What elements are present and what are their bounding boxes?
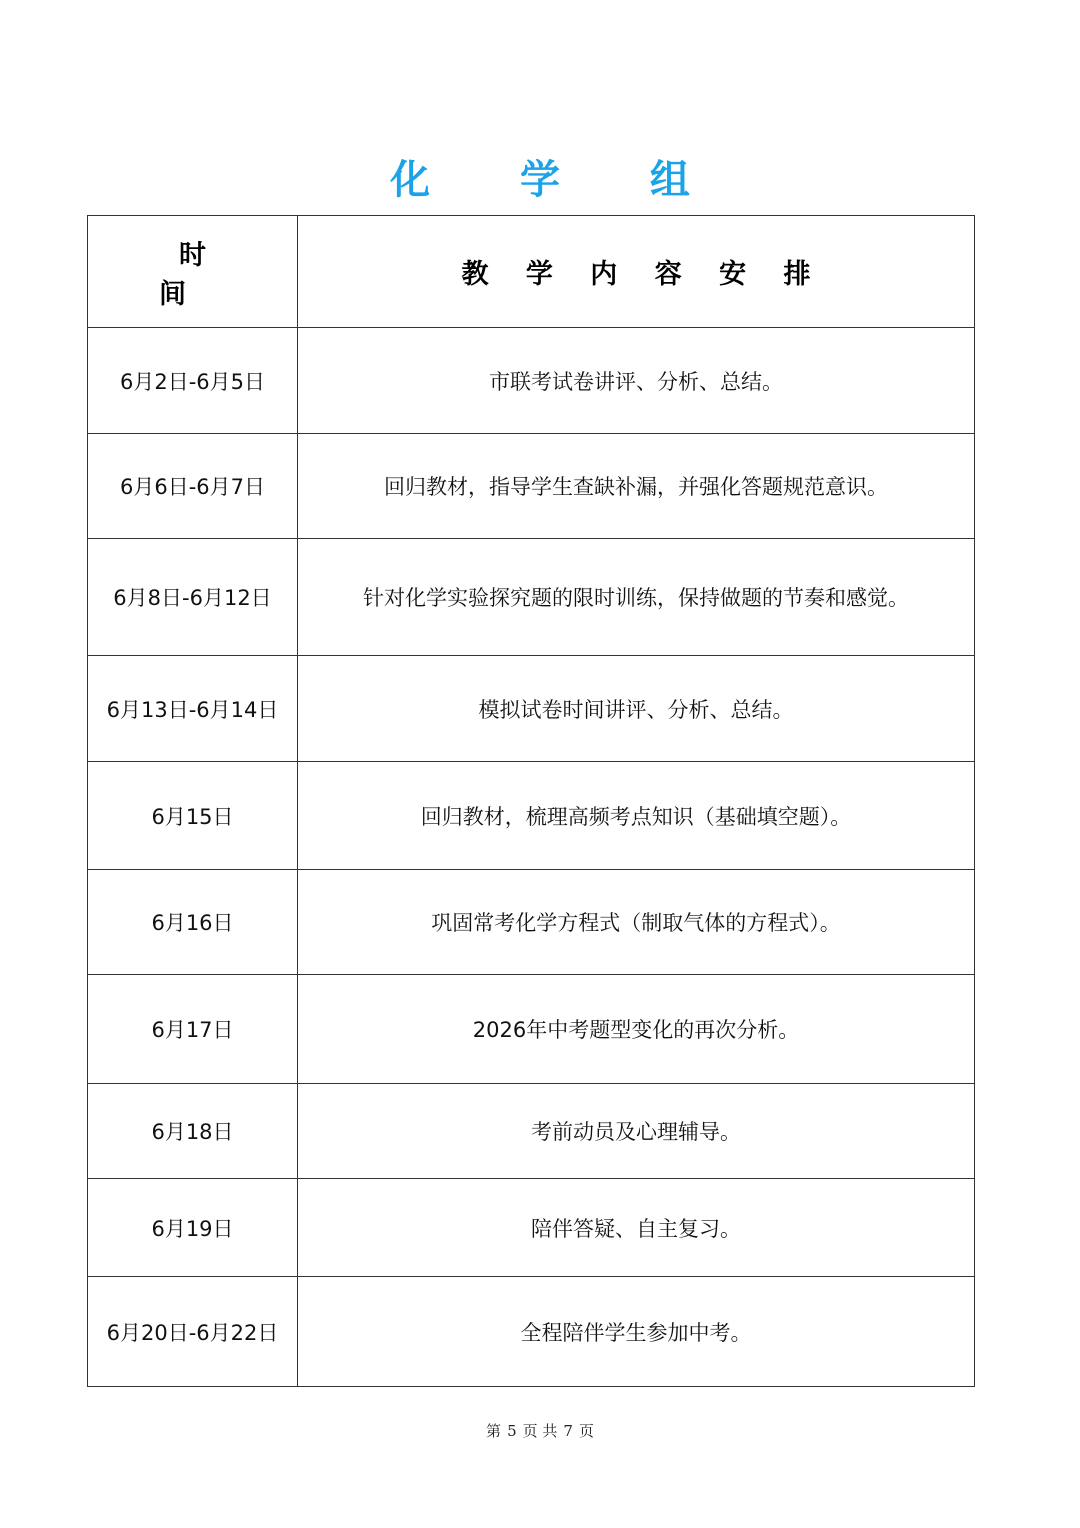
table-row [88, 434, 975, 539]
header-time: 时 间 [88, 216, 298, 328]
row-content: 回归教材，梳理高频考点知识（基础填空题）。 [298, 762, 975, 870]
table-row [88, 1084, 975, 1179]
footer-prefix: 第 [486, 1422, 502, 1440]
table-row [88, 656, 975, 762]
table-row [88, 328, 975, 434]
footer-suffix: 页 [578, 1422, 594, 1440]
schedule-table [87, 215, 975, 1387]
row-content: 模拟试卷时间讲评、分析、总结。 [298, 656, 975, 762]
row-content: 陪伴答疑、自主复习。 [298, 1179, 975, 1277]
page-footer [0, 1420, 1080, 1441]
row-time: 6月8日-6月12日 [88, 539, 298, 656]
footer-mid: 页 共 [522, 1422, 558, 1440]
row-content: 针对化学实验探究题的限时训练，保持做题的节奏和感觉。 [298, 539, 975, 656]
row-content: 市联考试卷讲评、分析、总结。 [298, 328, 975, 434]
footer-page-number: 5 [507, 1422, 517, 1440]
row-content: 巩固常考化学方程式（制取气体的方程式）。 [298, 870, 975, 975]
row-time: 6月18日 [88, 1084, 298, 1179]
row-time: 6月20日-6月22日 [88, 1277, 298, 1387]
table-row [88, 1277, 975, 1387]
table-row [88, 762, 975, 870]
table-row [88, 1179, 975, 1277]
row-content: 回归教材，指导学生查缺补漏，并强化答题规范意识。 [298, 434, 975, 539]
row-time: 6月17日 [88, 975, 298, 1084]
row-content: 2026年中考题型变化的再次分析。 [298, 975, 975, 1084]
table-header-row [88, 216, 975, 328]
row-time: 6月6日-6月7日 [88, 434, 298, 539]
header-content: 教 学 内 容 安 排 [298, 216, 975, 328]
row-content: 全程陪伴学生参加中考。 [298, 1277, 975, 1387]
table-row [88, 539, 975, 656]
table-row [88, 870, 975, 975]
table-row [88, 975, 975, 1084]
row-time: 6月2日-6月5日 [88, 328, 298, 434]
row-time: 6月19日 [88, 1179, 298, 1277]
page-title: 化 学 组 [390, 157, 728, 203]
row-time: 6月16日 [88, 870, 298, 975]
row-time: 6月15日 [88, 762, 298, 870]
row-content: 考前动员及心理辅导。 [298, 1084, 975, 1179]
footer-total-pages: 7 [563, 1422, 573, 1440]
row-time: 6月13日-6月14日 [88, 656, 298, 762]
